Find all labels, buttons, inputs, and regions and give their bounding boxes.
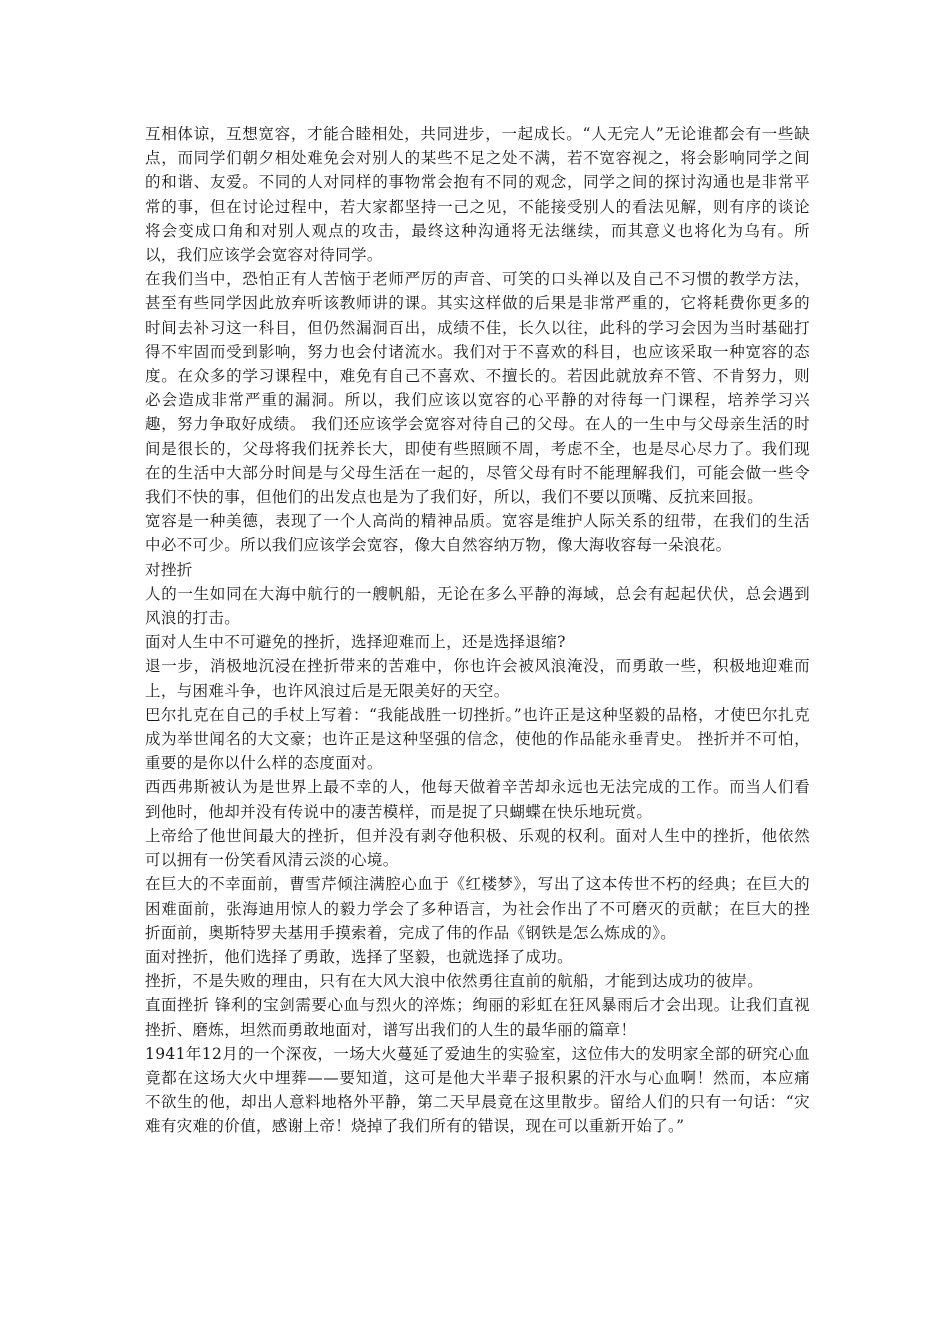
paragraph-sisyphus: 西西弗斯被认为是世界上最不幸的人，他每天做着辛苦却永远也无法完成的工作。而当人们看到他时，他却并没有传说中的凄苦模样，而是捉了只蝴蝶在快乐地玩赏。: [145, 778, 810, 821]
paragraph-tolerance-virtue: 宽容是一种美德，表现了一个人高尚的精神品质。宽容是维护人际关系的纽带，在我们的生活中必不可少。所以我们应该学会宽容，像大自然容纳万物，像大海收容每一朵浪花。: [145, 512, 810, 555]
paragraph-face-setbacks: 直面挫折 锋利的宝剑需要心血与烈火的淬炼；绚丽的彩虹在狂风暴雨后才会出现。让我们直视挫折、磨炼，坦然而勇敢地面对，谱写出我们的人生的最华丽的篇章！: [145, 996, 810, 1039]
paragraph-not-excuse: 挫折，不是失败的理由，只有在大风大浪中依然勇往直前的航船，才能到达成功的彼岸。: [145, 972, 764, 991]
paragraph-edison: 1941年12月的一个深夜，一场大火蔓延了爱迪生的实验室，这位伟大的发明家全部的研究心血竟都在这场大火中埋葬——要知道，这可是他大半辈子报积累的汗水与心血啊！然而，本应痛不欲生的他，却出人意料地格外平静，第二天早晨竟在这里散步。留给人们的只有一句话：“灾难有灾难的价值，感谢上帝！烧掉了我们所有的错误，现在可以重新开始了。”: [145, 1044, 810, 1136]
paragraph-sailing-boat: 人的一生如同在大海中航行的一艘帆船，无论在多么平静的海域，总会有起起伏伏，总会遇到风浪的打击。: [145, 584, 810, 628]
paragraph-tolerance-classmates: 互相体谅，互想宽容，才能合睦相处，共同进步，一起成长。“人无完人”无论谁都会有一些缺点，而同学们朝夕相处难免会对别人的某些不足之处不满，若不宽容视之，将会影响同学之间的和谐、友爱。不同的人对同样的事物常会抱有不同的观念，同学之间的探讨沟通也是非常平常的事，但在讨论过程中，若大家都坚持一己之见，不能接受别人的看法见解，则有序的谈论将会变成口角和对别人观点的攻击，最终这种沟通将无法继续，而其意义也将化为乌有。所以，我们应该学会宽容对待同学。: [145, 125, 810, 265]
paragraph-tolerance-teachers-parents: 在我们当中，恐怕正有人苦恼于老师严厉的声音、可笑的口头禅以及自己不习惯的教学方法，甚至有些同学因此放弃听该教师讲的课。其实这样做的后果是非常严重的，它将耗费你更多的时间去补习这一科目，但仍然漏洞百出，成绩不佳，长久以往，此科的学习会因为当时基础打得不牢固而受到影响，努力也会付诸流水。我们对于不喜欢的科目，也应该采取一种宽容的态度。在众多的学习课程中，难免有自己不喜欢、不擅长的。若因此就放弃不管、不肯努力，则必会造成非常严重的漏洞。所以，我们应该以宽容的心平静的对待每一门课程，培养学习兴趣，努力争取好成绩。 我们还应该学会宽容对待自己的父母。在人的一生中与父母亲生活的时间是很长的，父母将我们抚养长大，即使有些照顾不周，考虑不全，也是尽心尽力了。我们现在的生活中大部分时间是与父母生活在一起的，尽管父母有时不能理解我们，可能会做一些令我们不快的事，但他们的出发点也是为了我们好，所以，我们不要以顶嘴、反抗来回报。: [145, 270, 810, 507]
paragraph-step-back: 退一步，消极地沉浸在挫折带来的苦难中，你也许会被风浪淹没，而勇敢一些，积极地迎难而上，与困难斗争，也许风浪过后是无限美好的天空。: [145, 657, 810, 700]
section-heading-setbacks: 对挫折: [145, 560, 193, 579]
paragraph-god-gave-setback: 上帝给了他世间最大的挫折，但并没有剥夺他积极、乐观的权利。面对人生中的挫折，他依然可以拥有一份笑看风清云淡的心境。: [145, 826, 810, 870]
document-body: [145, 122, 810, 1139]
paragraph-great-examples: 在巨大的不幸面前，曹雪芹倾注满腔心血于《红楼梦》，写出了这本传世不朽的经典；在巨大的困难面前，张海迪用惊人的毅力学会了多种语言，为社会作出了不可磨灭的贡献；在巨大的挫折面前，奥斯特罗夫基用手摸索着，完成了伟的作品《钢铁是怎么炼成的》。: [145, 875, 810, 942]
paragraph-chose-courage: 面对挫折，他们选择了勇敢，选择了坚毅，也就选择了成功。: [145, 947, 573, 966]
paragraph-balzac: 巴尔扎克在自己的手杖上写着：“我能战胜一切挫折。”也许正是这种坚毅的品格，才使巴尔扎克成为举世闻名的大文豪；也许正是这种坚强的信念，使他的作品能永垂青史。 挫折并不可怕，重要的是你以什么样的态度面对。: [145, 705, 810, 773]
paragraph-choice-question: 面对人生中不可避免的挫折，选择迎难而上，还是选择退缩?: [145, 633, 566, 652]
